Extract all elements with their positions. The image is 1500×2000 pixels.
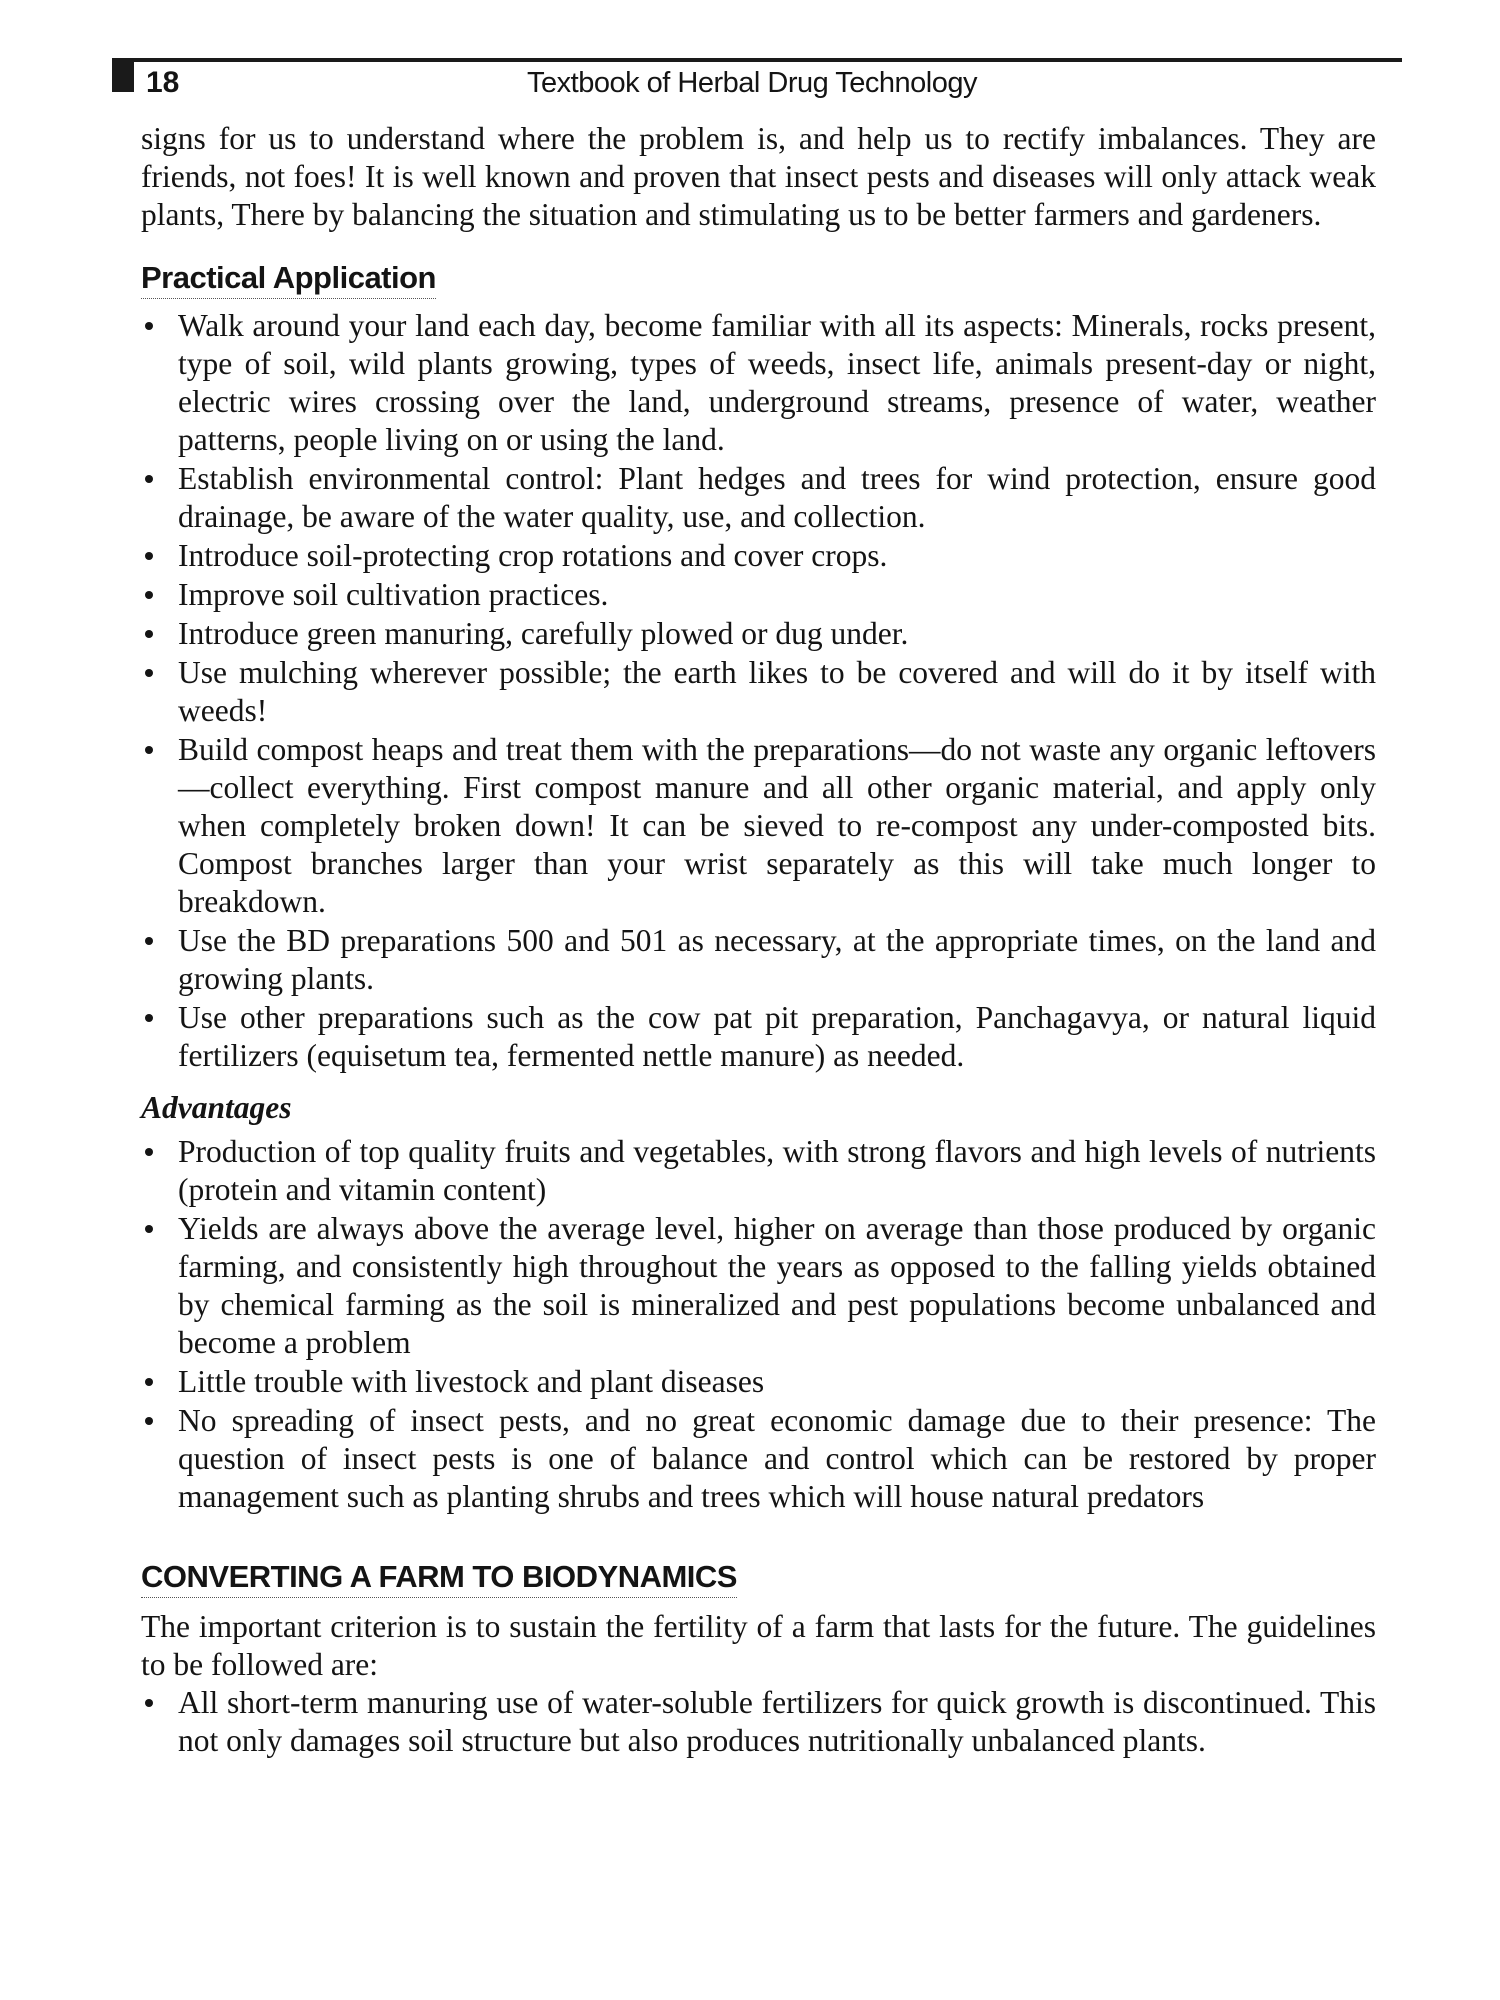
list-item	[141, 307, 1376, 459]
list-item-text: Walk around your land each day, become familiar with all its aspects: Minerals, rocks present, type of soil, wild plants growing, types of weeds, insect life, animals present-day or night, electric wires crossing over the land, underground streams, presence of water, weather patterns, people living on or using the land.	[178, 308, 1376, 457]
bullet-icon	[145, 1148, 153, 1156]
advantages-heading: Advantages	[141, 1090, 292, 1125]
list-item-text: Production of top quality fruits and vegetables, with strong flavors and high levels of nutrients (protein and vitamin content)	[178, 1134, 1376, 1207]
list-item	[141, 460, 1376, 536]
bullet-icon	[145, 937, 153, 945]
practical-application-heading: Practical Application	[141, 260, 436, 299]
converting-heading: CONVERTING A FARM TO BIODYNAMICS	[141, 1559, 737, 1598]
list-item-text: No spreading of insect pests, and no great economic damage due to their presence: The question of insect pests is one of balance and control which can be restored by proper management such as planting shrubs and trees which will house natural predators	[178, 1403, 1376, 1514]
list-item-text: Little trouble with livestock and plant diseases	[178, 1364, 765, 1399]
list-item	[141, 1684, 1376, 1760]
header-rule	[112, 58, 1402, 62]
page-number: 18	[146, 66, 180, 99]
list-item-text: Yields are always above the average level, higher on average than those produced by organic farming, and consistently high throughout the years as opposed to the falling yields obtained by chemical farming as the soil is mineralized and pest populations become unbalanced and become a problem	[178, 1211, 1376, 1360]
list-item	[141, 1363, 1376, 1401]
list-item-text: Use the BD preparations 500 and 501 as necessary, at the appropriate times, on the land and growing plants.	[178, 923, 1376, 996]
list-item	[141, 999, 1376, 1075]
bullet-icon	[145, 630, 153, 638]
bullet-icon	[145, 475, 153, 483]
bullet-icon	[145, 1699, 153, 1707]
practical-application-list	[141, 307, 1376, 1075]
list-item-text: Introduce green manuring, carefully plowed or dug under.	[178, 616, 909, 651]
list-item	[141, 1210, 1376, 1362]
list-item	[141, 922, 1376, 998]
list-item	[141, 654, 1376, 730]
list-item	[141, 537, 1376, 575]
list-item	[141, 1402, 1376, 1516]
list-item-text: Introduce soil-protecting crop rotations and cover crops.	[178, 538, 888, 573]
bullet-icon	[145, 669, 153, 677]
bullet-icon	[145, 1378, 153, 1386]
intro-paragraph: signs for us to understand where the problem is, and help us to rectify imbalances. They are friends, not foes! It is well known and proven that insect pests and diseases will only attack weak plants, There by balancing the situation and stimulating us to be better farmers and gardeners.	[141, 121, 1376, 232]
list-item-text: All short-term manuring use of water-soluble fertilizers for quick growth is discontinued. This not only damages soil structure but also produces nutritionally unbalanced plants.	[178, 1685, 1376, 1758]
list-item-text: Use mulching wherever possible; the earth likes to be covered and will do it by itself with weeds!	[178, 655, 1376, 728]
bullet-icon	[145, 746, 153, 754]
bullet-icon	[145, 591, 153, 599]
bullet-icon	[145, 322, 153, 330]
page-body	[141, 120, 1376, 1761]
list-item	[141, 1133, 1376, 1209]
list-item-text: Build compost heaps and treat them with the preparations—do not waste any organic leftovers—collect everything. First compost manure and all other organic material, and apply only when completely broken down! It can be sieved to re-compost any under-composted bits. Compost branches larger than your wrist separately as this will take much longer to breakdown.	[178, 732, 1376, 919]
list-item	[141, 731, 1376, 921]
bullet-icon	[145, 1014, 153, 1022]
list-item	[141, 615, 1376, 653]
converting-list	[141, 1684, 1376, 1760]
bullet-icon	[145, 1225, 153, 1233]
bullet-icon	[145, 1417, 153, 1425]
page-header	[112, 52, 1402, 102]
bullet-icon	[145, 552, 153, 560]
header-marker	[112, 58, 134, 92]
list-item-text: Establish environmental control: Plant hedges and trees for wind protection, ensure good drainage, be aware of the water quality, use, and collection.	[178, 461, 1376, 534]
running-title: Textbook of Herbal Drug Technology	[527, 67, 977, 99]
advantages-list	[141, 1133, 1376, 1516]
list-item-text: Use other preparations such as the cow pat pit preparation, Panchagavya, or natural liquid fertilizers (equisetum tea, fermented nettle manure) as needed.	[178, 1000, 1376, 1073]
list-item	[141, 576, 1376, 614]
list-item-text: Improve soil cultivation practices.	[178, 577, 609, 612]
converting-paragraph: The important criterion is to sustain the fertility of a farm that lasts for the future. The guidelines to be followed are:	[141, 1609, 1376, 1682]
